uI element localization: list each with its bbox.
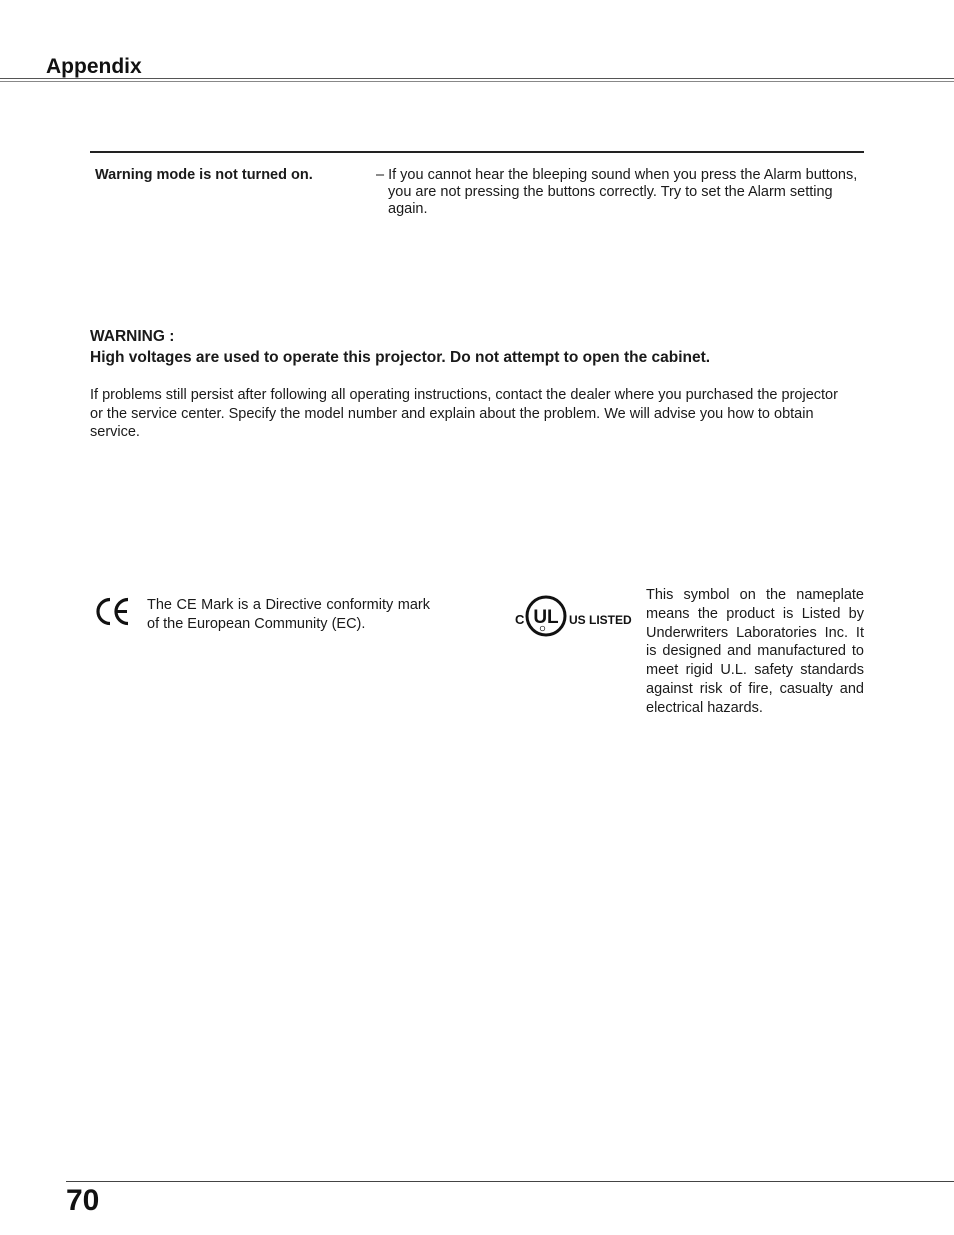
- svg-text:UL: UL: [533, 607, 559, 628]
- header-rule: [0, 78, 954, 79]
- warning-text: High voltages are used to operate this projector. Do not attempt to open the cabinet.: [90, 349, 711, 366]
- page-title: Appendix: [46, 55, 142, 78]
- page-number: 70: [66, 1184, 100, 1217]
- ce-mark-description: The CE Mark is a Directive conformity mark of the European Community (EC).: [147, 597, 430, 632]
- ul-listed-mark-icon: [514, 592, 632, 638]
- header-rule-secondary: [0, 81, 954, 82]
- problem-cell: Warning mode is not turned on.: [95, 167, 313, 183]
- warning-heading: WARNING :: [90, 328, 175, 345]
- ce-mark-icon: [94, 597, 132, 626]
- service-paragraph: If problems still persist after following all operating instructions, contact the dealer where you purchased the projector or the service center. Specify the model number and explain about the problem. We will advise you how to obtain service.: [90, 387, 838, 440]
- svg-text:C: C: [515, 612, 525, 627]
- svg-text:US LISTED: US LISTED: [569, 613, 632, 627]
- footer-rule: [66, 1181, 954, 1182]
- ul-mark-description: This symbol on the nameplate means the product is Listed by Underwriters Laboratories Inc. It is designed and manufactured to meet rigid U.L. safety standards against risk of fire, casualty and electrical hazards.: [646, 587, 864, 716]
- table-top-rule: [90, 151, 864, 153]
- solution-cell: – If you cannot hear the bleeping sound when you press the Alarm buttons, you are not pressing the buttons correctly. Try to set the Alarm setting again.: [376, 167, 858, 217]
